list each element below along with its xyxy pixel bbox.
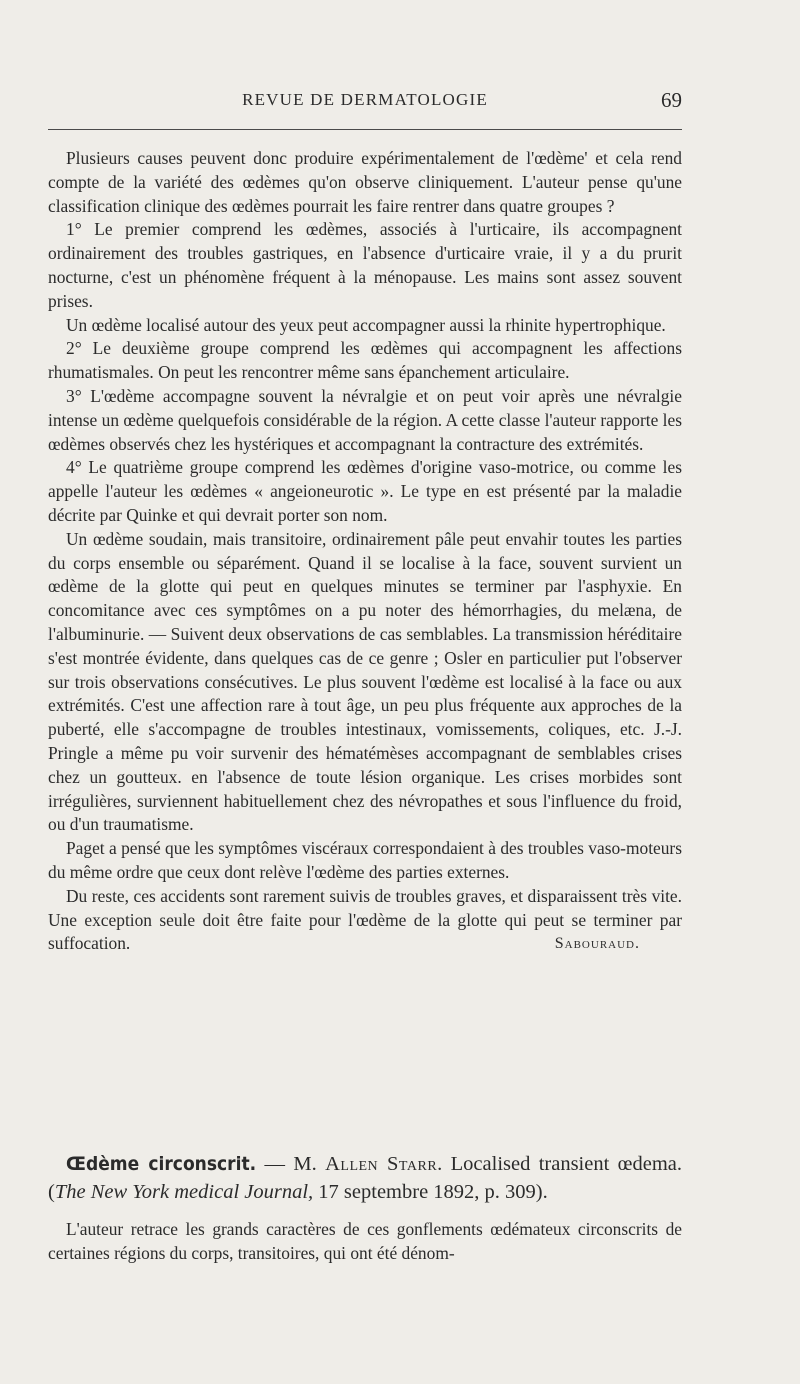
journal-name: The New York medical Journal, <box>54 1181 314 1203</box>
running-head <box>48 88 682 118</box>
paragraph: Paget a pensé que les symptômes viscéraux correspondaient à des troubles vaso-moteurs du même ordre que ceux dont relève l'œdème des parties externes. <box>48 838 682 882</box>
paragraph: 3° L'œdème accompagne souvent la névralgie et on peut voir après une névralgie intense un œdème quelquefois considérable de la région. A cette classe l'auteur rapporte les œdèmes observés chez les hystériques et accompagnant la contracture des extrémités. <box>48 385 682 454</box>
last-paragraph-text: Du reste, ces accidents sont rarement suivis de troubles graves, et disparaissent très vite. Une exception seule doit être faite pour l'œdème de la glotte qui peut se terminer par suffocation. <box>48 885 682 954</box>
paragraph-with-signature <box>48 885 682 956</box>
review-heading <box>48 1150 682 1206</box>
paragraph: 2° Le deuxième groupe comprend les œdèmes qui accompagnent les affections rhumatismales. On peut les rencontrer même sans épanchement articulaire. <box>48 338 682 383</box>
paragraph: Un œdème soudain, mais transitoire, ordinairement pâle peut envahir toutes les parties du corps ensemble ou séparément. Quand il se localise à la face, souvent survient un œdème de la glotte qui peut en quelques minutes se terminer par l'asphyxie. En concomitance avec ces symptômes on a pu noter des hémorrhagies, du melæna, de l'albuminurie. — Suivent deux observations de cas semblables. La transmission héréditaire s'est montrée évidente, dans quelques cas de ce genre ; Osler en particulier put l'observer sur trois observations consécutives. Le plus souvent l'œdème est localisé à la face ou aux extrémités. C'est une affection rare à tout âge, un peu plus fréquente aux approches de la puberté, elle s'accompagne de troubles intestinaux, vomissements, coliques, etc. J.-J. Pringle a même pu voir survenir des hématémèses accompagnant de semblables crises chez un goutteux. en l'absence de toute lésion organique. Les crises morbides sont irrégulières, surviennent habituellement chez des névropathes et sous l'influence du froid, ou d'un traumatisme. <box>48 528 682 835</box>
paragraph: 1° Le premier comprend les œdèmes, associés à l'urticaire, ils accompagnent ordinairement des troubles gastriques, en l'absence d'urticaire vraie, il y a du prurit nocturne, c'est un phénomène fréquent à la ménopause. Les mains sont assez souvent prises. <box>48 219 682 311</box>
page-number: 69 <box>661 88 682 112</box>
paragraph: 4° Le quatrième groupe comprend les œdèmes d'origine vaso-motrice, ou comme les appelle l'auteur les œdèmes « angeioneurotic ». Le type en est présenté par la maladie décrite par Quinke et qui devrait porter son nom. <box>48 457 682 525</box>
review-body <box>48 1218 682 1266</box>
review-dash: — M. <box>256 1153 326 1175</box>
review-citation <box>48 1150 682 1206</box>
review-title: . Localised transient œdema. <box>437 1153 682 1175</box>
paragraph: Plusieurs causes peuvent donc produire expérimentalement de l'œdème' et cela rend compte de la variété des œdèmes qu'on observe cliniquement. L'auteur pense qu'une classification clinique des œdèmes pourrait les faire rentrer dans quatre groupes ? <box>48 148 682 216</box>
journal-citation: 17 septembre 1892, p. 309). <box>313 1181 548 1203</box>
review-author: Allen Starr <box>325 1153 438 1175</box>
header-rule <box>48 129 682 130</box>
paragraph: Un œdème localisé autour des yeux peut accompagner aussi la rhinite hypertrophique. <box>66 314 666 335</box>
author-signature: Sabouraud. <box>554 935 640 953</box>
running-title: REVUE DE DERMATOLOGIE <box>242 90 488 109</box>
review-topic: Œdème circonscrit. <box>66 1153 257 1175</box>
article-body <box>48 147 682 956</box>
journal-open-paren: ( <box>48 1181 55 1203</box>
paragraph: L'auteur retrace les grands caractères de ces gonflements œdémateux circonscrits de certaines régions du corps, transitoires, qui ont été dénom- <box>48 1219 682 1263</box>
